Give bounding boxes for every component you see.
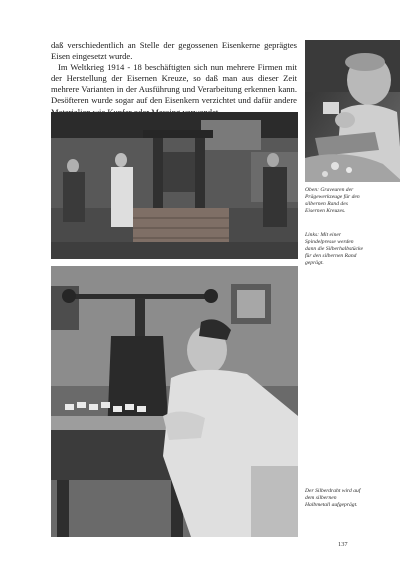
photo-caption: Links: Mit einer Spindelpresse werden dann die Silberhalbstücke für den silbernen Rand geprägt. <box>305 232 363 266</box>
body-text <box>51 40 297 118</box>
spindle-press-photo <box>51 266 298 537</box>
workshop-photo <box>51 112 298 259</box>
body-paragraph: Im Weltkrieg 1914 - 18 beschäftigten sich nun mehrere Firmen mit der Herstellung der Eisernen Kreuze, so daß man aus dieser Zeit mehrere Varianten in der Ausführung und Verarbeitung erkennen kann. Desöfteren wurde sogar auf den Eisenkern verzichtet und dafür andere <box>51 62 297 106</box>
page-number: 137 <box>338 541 348 548</box>
photo-caption: Oben: Graveuren der Prägewerkzeuge für den silbernen Rand des Eisernen Kreuzes. <box>305 187 360 214</box>
engraver-photo <box>305 40 400 182</box>
photo-caption: Der Silberdraht wird auf dem silbernen Halbmetall aufgeprägt. <box>305 488 361 508</box>
body-paragraph: daß verschiedentlich an Stelle der gegossenen Eisenkerne geprägtes Eisen eingesetzt wurde. <box>51 40 297 62</box>
